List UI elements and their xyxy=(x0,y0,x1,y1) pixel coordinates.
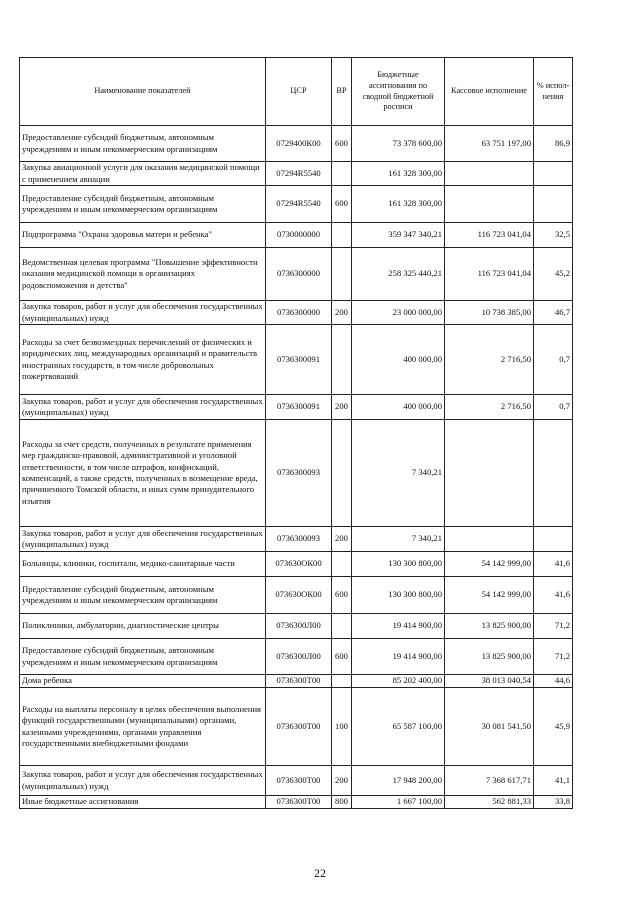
row-cash: 2 716,50 xyxy=(445,325,534,395)
row-cash: 116 723 041,04 xyxy=(445,223,534,248)
row-cash: 13 825 900,00 xyxy=(445,614,534,639)
row-name: Предоставление субсидий бюджетным, автономным учреждениям и иным некоммерческим организациям xyxy=(20,126,266,162)
row-vr: 600 xyxy=(332,577,352,614)
row-cash: 13 825 900,00 xyxy=(445,639,534,675)
row-csr: 07294R5540 xyxy=(266,162,332,186)
header-vr: ВР xyxy=(332,58,352,126)
row-vr xyxy=(332,552,352,577)
row-csr: 0736300091 xyxy=(266,325,332,395)
row-name: Ведомственная целевая программа "Повышение эффективности оказания медицинской помощи в организациях родовспоможения и детства" xyxy=(20,248,266,301)
row-name: Поликлиники, амбулатории, диагностические центры xyxy=(20,614,266,639)
row-budget: 258 325 440,21 xyxy=(352,248,445,301)
table-row xyxy=(20,420,573,527)
row-csr: 0736300Л00 xyxy=(266,639,332,675)
row-vr xyxy=(332,675,352,688)
row-csr: 0736300Т00 xyxy=(266,796,332,809)
header-name: Наименование показателей xyxy=(20,58,266,126)
row-vr: 200 xyxy=(332,301,352,325)
table-row xyxy=(20,325,573,395)
row-pct: 71,2 xyxy=(534,639,573,675)
row-name: Закупка авиационной услуги для оказания медицинской помощи с применением авиации xyxy=(20,162,266,186)
row-budget: 130 300 800,00 xyxy=(352,552,445,577)
row-cash xyxy=(445,527,534,552)
header-budget: Бюджетные ассигнования по сводной бюджетной росписи xyxy=(352,58,445,126)
table-row xyxy=(20,126,573,162)
row-name: Предоставление субсидий бюджетным, автономным учреждениям и иным некоммерческим организациям xyxy=(20,577,266,614)
row-pct: 41,1 xyxy=(534,766,573,796)
row-name: Закупка товаров, работ и услуг для обеспечения государственных (муниципальных) нужд xyxy=(20,301,266,325)
table-row xyxy=(20,796,573,809)
row-csr: 0736300000 xyxy=(266,248,332,301)
row-csr: 0736300Т00 xyxy=(266,766,332,796)
row-pct: 86,9 xyxy=(534,126,573,162)
row-pct: 44,6 xyxy=(534,675,573,688)
row-vr: 600 xyxy=(332,186,352,223)
row-csr: 0736300000 xyxy=(266,301,332,325)
row-name: Закупка товаров, работ и услуг для обеспечения государственных (муниципальных) нужд xyxy=(20,527,266,552)
table-row xyxy=(20,162,573,186)
header-cash: Кассовое исполнение xyxy=(445,58,534,126)
row-vr: 200 xyxy=(332,395,352,420)
row-budget: 65 587 100,00 xyxy=(352,688,445,766)
row-vr xyxy=(332,162,352,186)
table-row xyxy=(20,577,573,614)
row-name: Расходы на выплаты персоналу в целях обеспечения выполнения функций государственными (муниципальными) органами, казенными учреждениями, органами управления государственными внебюджетными фондами xyxy=(20,688,266,766)
row-budget: 359 347 340,21 xyxy=(352,223,445,248)
row-csr: 0736300093 xyxy=(266,420,332,527)
row-cash: 2 716,50 xyxy=(445,395,534,420)
row-vr xyxy=(332,223,352,248)
row-name: Закупка товаров, работ и услуг для обеспечения государственных (муниципальных) нужд xyxy=(20,766,266,796)
row-vr xyxy=(332,248,352,301)
row-csr: 0736300Т00 xyxy=(266,688,332,766)
row-budget: 17 948 200,00 xyxy=(352,766,445,796)
table-row xyxy=(20,552,573,577)
row-pct: 45,9 xyxy=(534,688,573,766)
row-pct: 33,8 xyxy=(534,796,573,809)
row-csr: 07294R5540 xyxy=(266,186,332,223)
row-cash: 38 013 040,54 xyxy=(445,675,534,688)
row-budget: 1 667 100,00 xyxy=(352,796,445,809)
row-pct: 32,5 xyxy=(534,223,573,248)
row-cash: 30 081 541,50 xyxy=(445,688,534,766)
row-budget: 130 300 800,00 xyxy=(352,577,445,614)
row-cash xyxy=(445,162,534,186)
row-name: Предоставление субсидий бюджетным, автономным учреждениям и иным некоммерческим организациям xyxy=(20,639,266,675)
row-budget: 161 328 300,00 xyxy=(352,186,445,223)
row-pct: 0,7 xyxy=(534,395,573,420)
row-budget: 7 340,21 xyxy=(352,420,445,527)
row-name: Закупка товаров, работ и услуг для обеспечения государственных (муниципальных) нужд xyxy=(20,395,266,420)
table-row xyxy=(20,186,573,223)
row-pct xyxy=(534,186,573,223)
row-cash: 116 723 041,04 xyxy=(445,248,534,301)
row-name: Расходы за счет безвозмездных перечислений от физических и юридических лиц, международных организаций и правительств иностранных государств, в том числе добровольных пожертвований xyxy=(20,325,266,395)
row-csr: 073630ОК00 xyxy=(266,552,332,577)
row-csr: 0736300091 xyxy=(266,395,332,420)
table-row xyxy=(20,301,573,325)
row-pct xyxy=(534,420,573,527)
row-pct: 41,6 xyxy=(534,552,573,577)
row-vr xyxy=(332,325,352,395)
row-vr: 800 xyxy=(332,796,352,809)
table-row xyxy=(20,248,573,301)
row-budget: 19 414 900,00 xyxy=(352,639,445,675)
row-vr: 100 xyxy=(332,688,352,766)
row-budget: 7 340,21 xyxy=(352,527,445,552)
row-pct: 45,2 xyxy=(534,248,573,301)
row-vr xyxy=(332,614,352,639)
budget-table xyxy=(19,57,573,809)
row-pct: 46,7 xyxy=(534,301,573,325)
table-row xyxy=(20,395,573,420)
table-row xyxy=(20,675,573,688)
table-row xyxy=(20,527,573,552)
row-vr: 600 xyxy=(332,639,352,675)
row-budget: 23 000 000,00 xyxy=(352,301,445,325)
row-cash: 54 142 999,00 xyxy=(445,552,534,577)
table-row xyxy=(20,614,573,639)
row-name: Расходы за счет средств, полученных в результате применения мер гражданско-правовой, административной и уголовной ответственности, в том числе штрафов, конфискаций, компенсаций, а также средств, полученных в возмещение вреда, причиненного Томской области, и иных сумм принудительного изъятия xyxy=(20,420,266,527)
table-header-row xyxy=(20,58,573,126)
row-vr: 200 xyxy=(332,766,352,796)
row-cash: 562 881,33 xyxy=(445,796,534,809)
row-name: Дома ребенка xyxy=(20,675,266,688)
table-row xyxy=(20,639,573,675)
row-budget: 19 414 900,00 xyxy=(352,614,445,639)
row-name: Подпрограмма "Охрана здоровья матери и ребенка" xyxy=(20,223,266,248)
row-csr: 0736300Т00 xyxy=(266,675,332,688)
row-budget: 161 328 300,00 xyxy=(352,162,445,186)
row-pct: 41,6 xyxy=(534,577,573,614)
row-vr: 200 xyxy=(332,527,352,552)
row-csr: 0736300Л00 xyxy=(266,614,332,639)
row-name: Иные бюджетные ассигнования xyxy=(20,796,266,809)
table-row xyxy=(20,688,573,766)
row-pct xyxy=(534,527,573,552)
row-cash xyxy=(445,186,534,223)
page-number: 22 xyxy=(314,866,326,880)
row-pct xyxy=(534,162,573,186)
row-csr: 073630ОК00 xyxy=(266,577,332,614)
header-pct: % испол- нения xyxy=(534,58,573,126)
row-vr: 600 xyxy=(332,126,352,162)
row-pct: 0,7 xyxy=(534,325,573,395)
row-cash: 54 142 999,00 xyxy=(445,577,534,614)
row-csr: 0730000000 xyxy=(266,223,332,248)
row-csr: 0729400К00 xyxy=(266,126,332,162)
row-cash: 10 738 385,00 xyxy=(445,301,534,325)
row-budget: 400 000,00 xyxy=(352,395,445,420)
table-row xyxy=(20,766,573,796)
row-vr xyxy=(332,420,352,527)
row-cash: 63 751 197,00 xyxy=(445,126,534,162)
row-name: Предоставление субсидий бюджетным, автономным учреждениям и иным некоммерческим организациям xyxy=(20,186,266,223)
row-budget: 85 202 400,00 xyxy=(352,675,445,688)
row-pct: 71,2 xyxy=(534,614,573,639)
row-cash: 7 368 617,71 xyxy=(445,766,534,796)
row-budget: 400 000,00 xyxy=(352,325,445,395)
row-cash xyxy=(445,420,534,527)
table-row xyxy=(20,223,573,248)
row-name: Больницы, клиники, госпитали, медико-санитарные части xyxy=(20,552,266,577)
row-budget: 73 378 600,00 xyxy=(352,126,445,162)
row-csr: 0736300093 xyxy=(266,527,332,552)
header-csr: ЦСР xyxy=(266,58,332,126)
